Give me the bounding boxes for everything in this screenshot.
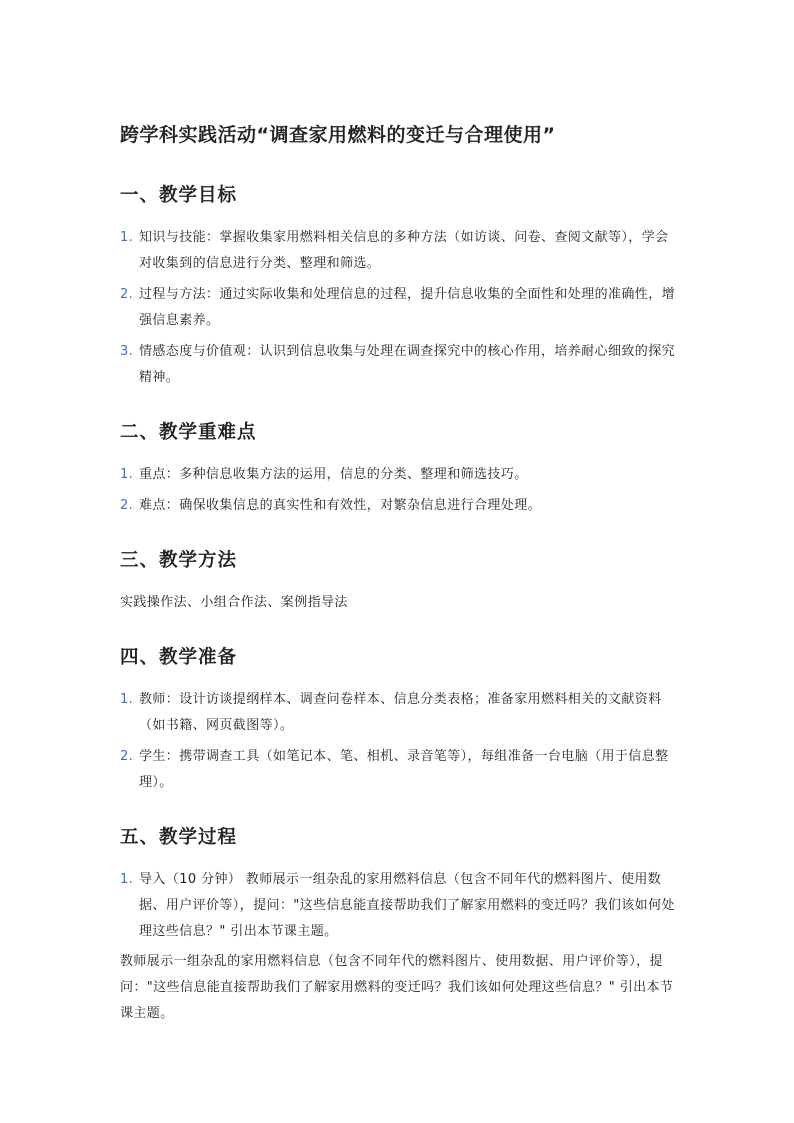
list-item-text: 过程与方法：通过实际收集和处理信息的过程，提升信息收集的全面性和处理的准确性，增强信息素养。 — [139, 287, 676, 328]
list-number: 1. — [120, 467, 134, 482]
preparation-list — [120, 687, 675, 796]
document-content — [120, 120, 675, 1027]
document-title: 跨学科实践活动“调查家用燃料的变迁与合理使用” — [120, 124, 556, 146]
section-heading-methods: 三、教学方法 — [120, 550, 238, 571]
list-item — [120, 339, 675, 391]
list-number: 2. — [120, 498, 134, 513]
process-list — [120, 867, 675, 945]
list-item — [120, 282, 675, 334]
list-item — [120, 462, 675, 488]
list-number: 1. — [120, 230, 134, 245]
list-number: 2. — [120, 749, 134, 764]
list-number: 2. — [120, 287, 134, 302]
section-heading-key-points: 二、教学重难点 — [120, 422, 257, 443]
list-item-text: 学生：携带调查工具（如笔记本、笔、相机、录音笔等），每组准备一台电脑（用于信息整理）。 — [139, 749, 669, 790]
list-number: 1. — [120, 872, 134, 887]
list-item-text: 知识与技能：掌握收集家用燃料相关信息的多种方法（如访谈、问卷、查阅文献等），学会对收集到的信息进行分类、整理和筛选。 — [139, 230, 669, 271]
methods-paragraph: 实践操作法、小组合作法、案例指导法 — [120, 595, 348, 610]
section-heading-process: 五、教学过程 — [120, 827, 238, 848]
key-points-list — [120, 462, 675, 519]
list-number: 1. — [120, 692, 134, 707]
list-number: 3. — [120, 344, 134, 359]
section-heading-objectives: 一、教学目标 — [120, 185, 238, 206]
objectives-list — [120, 225, 675, 391]
list-item-text: 难点：确保收集信息的真实性和有效性，对繁杂信息进行合理处理。 — [139, 498, 542, 513]
list-item — [120, 687, 675, 739]
process-paragraph: 教师展示一组杂乱的家用燃料信息（包含不同年代的燃料图片、使用数据、用户评价等），提问："这些信息能直接帮助我们了解家用燃料的变迁吗？我们该如何处理这些信息？" 引出本节课主题。 — [120, 954, 674, 1021]
list-item — [120, 225, 675, 277]
list-item — [120, 493, 675, 519]
section-heading-preparation: 四、教学准备 — [120, 647, 238, 668]
list-item — [120, 867, 675, 945]
list-item — [120, 744, 675, 796]
list-item-text: 重点：多种信息收集方法的运用，信息的分类、整理和筛选技巧。 — [139, 467, 528, 482]
list-item-text: 教师：设计访谈提纲样本、调查问卷样本、信息分类表格；准备家用燃料相关的文献资料（如书籍、网页截图等）。 — [139, 692, 662, 733]
list-item-text: 情感态度与价值观：认识到信息收集与处理在调查探究中的核心作用，培养耐心细致的探究精神。 — [139, 344, 676, 385]
list-item-text: 导入（10 分钟） 教师展示一组杂乱的家用燃料信息（包含不同年代的燃料图片、使用数据、用户评价等），提问："这些信息能直接帮助我们了解家用燃料的变迁吗？我们该如何处理这些信息？" 引出本节课主题。 — [139, 872, 675, 939]
